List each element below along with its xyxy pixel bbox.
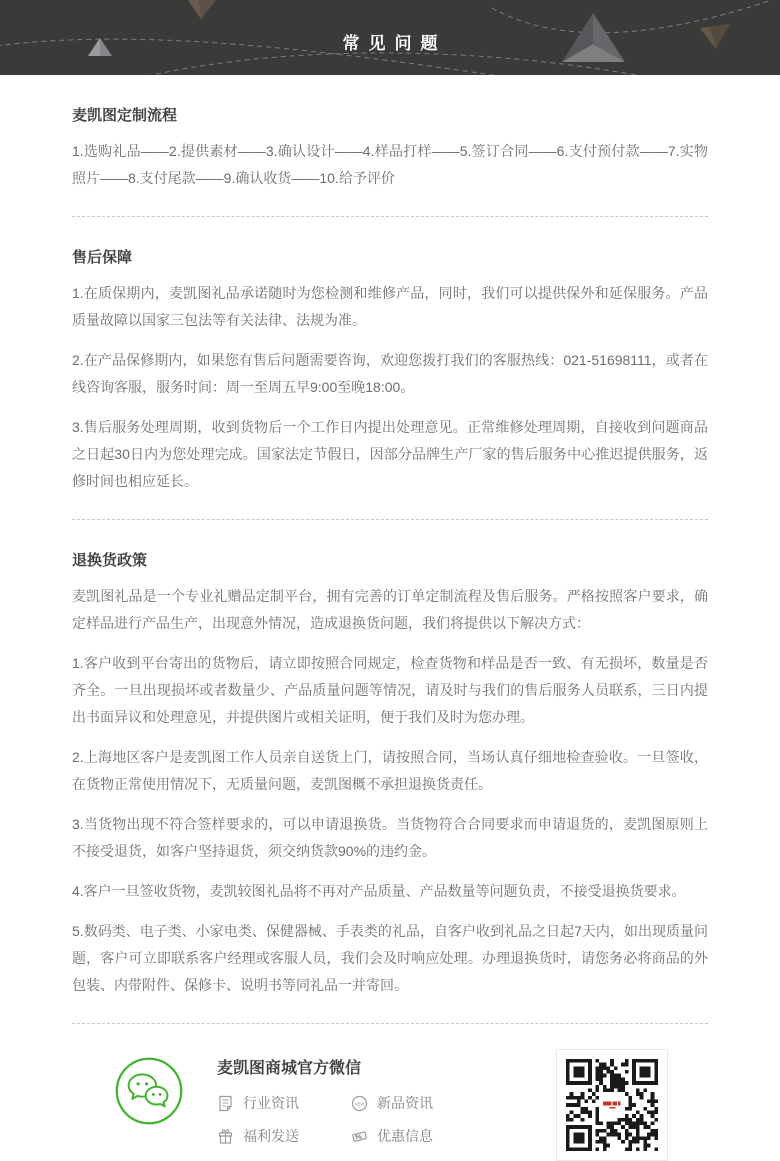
paragraph: 1.客户收到平台寄出的货物后，请立即按照合同规定，检查货物和样品是否一致、有无损坏，数量是否齐全。一旦出现损坏或者数量少、产品质量问题等情况，请及时与我们的售后服务人员联系，三日内提出书面异议和处理意见，并提供图片或相关证明，便于我们及时为您办理。 [72, 655, 708, 725]
paragraph: 2.上海地区客户是麦凯图工作人员亲自送货上门，请按照合同，当场认真仔细地检查验收。一旦签收，在货物正常使用情况下，无质量问题，麦凯图概不承担退换货责任。 [72, 749, 708, 792]
page-header [0, 0, 780, 75]
faq-content [0, 104, 780, 1024]
gift-icon [217, 1128, 234, 1145]
page-title: 常见问题 [342, 34, 447, 53]
section-heading: 麦凯图定制流程 [72, 107, 178, 124]
paragraph: 3.当货物出现不符合签样要求的，可以申请退换货。当货物符合合同要求而申请退货的，麦凯图原则上不接受退货，如客户坚持退货，须交纳货款90%的违约金。 [72, 816, 708, 859]
qr-pattern [566, 1059, 658, 1151]
feature-label: 优惠信息 [377, 1128, 433, 1144]
feature-new-products [351, 1093, 457, 1113]
news-doc-icon [217, 1095, 234, 1112]
new-badge-icon [351, 1095, 368, 1112]
svg-text:NEW: NEW [354, 1100, 365, 1106]
wechat-feature-grid [217, 1093, 457, 1146]
wechat-logo-icon [113, 1055, 185, 1127]
paragraph: 1.在质保期内，麦凯图礼品承诺随时为您检测和维修产品，同时，我们可以提供保外和延保服务。产品质量故障以国家三包法等有关法律、法规为准。 [72, 285, 708, 328]
wechat-qr-code [556, 1049, 668, 1161]
feature-discounts [351, 1126, 457, 1146]
paragraph: 麦凯图礼品是一个专业礼赠品定制平台，拥有完善的订单定制流程及售后服务。严格按照客户要求，确定样品进行产品生产，出现意外情况，造成退换货问题，我们将提供以下解决方式： [72, 588, 708, 631]
paragraph: 3.售后服务处理周期，收到货物后一个工作日内提出处理意见。正常维修处理周期，自接收到问题商品之日起30日内为您处理完成。国家法定节假日，因部分品牌生产厂家的售后服务中心推迟提供服务，返修时间也相应延长。 [72, 419, 708, 489]
paragraph: 2.在产品保修期内，如果您有售后问题需要咨询，欢迎您拨打我们的客服热线：021-51698111，或者在线咨询客服，服务时间：周一至周五早9:00至晚18:00。 [72, 352, 708, 395]
section-custom-process [72, 104, 708, 192]
wechat-title: 麦凯图商城官方微信 [217, 1060, 362, 1077]
section-return-policy [72, 549, 708, 999]
feature-label: 行业资讯 [243, 1095, 299, 1111]
dashed-arc [95, 53, 725, 75]
dashed-divider [72, 216, 708, 217]
dashed-arc [492, 0, 780, 33]
coupon-icon [351, 1128, 368, 1145]
section-after-sales [72, 246, 708, 495]
paragraph: 4.客户一旦签收货物，麦凯较图礼品将不再对产品质量、产品数量等问题负责，不接受退换货要求。 [72, 883, 686, 899]
feature-label: 新品资讯 [377, 1095, 433, 1111]
process-steps: 1.选购礼品——2.提供素材——3.确认设计——4.样品打样——5.签订合同——6.支付预付款——7.实物照片——8.支付尾款——9.确认收货——10.给予评价 [72, 143, 708, 186]
dashed-divider [72, 519, 708, 520]
feature-benefits [217, 1126, 323, 1146]
wechat-footer [0, 1024, 780, 1161]
wechat-info [217, 1049, 457, 1146]
feature-industry-news [217, 1093, 323, 1113]
section-heading: 退换货政策 [72, 552, 148, 569]
paragraph: 5.数码类、电子类、小家电类、保健器械、手表类的礼品，自客户收到礼品之日起7天内，如出现质量问题，客户可立即联系客户经理或客服人员，我们会及时响应处理。办理退换货时，请您务必将商品的外包装、内带附件、保修卡、说明书等同礼品一并寄回。 [72, 923, 708, 993]
section-heading: 售后保障 [72, 249, 133, 266]
feature-label: 福利发送 [243, 1128, 299, 1144]
